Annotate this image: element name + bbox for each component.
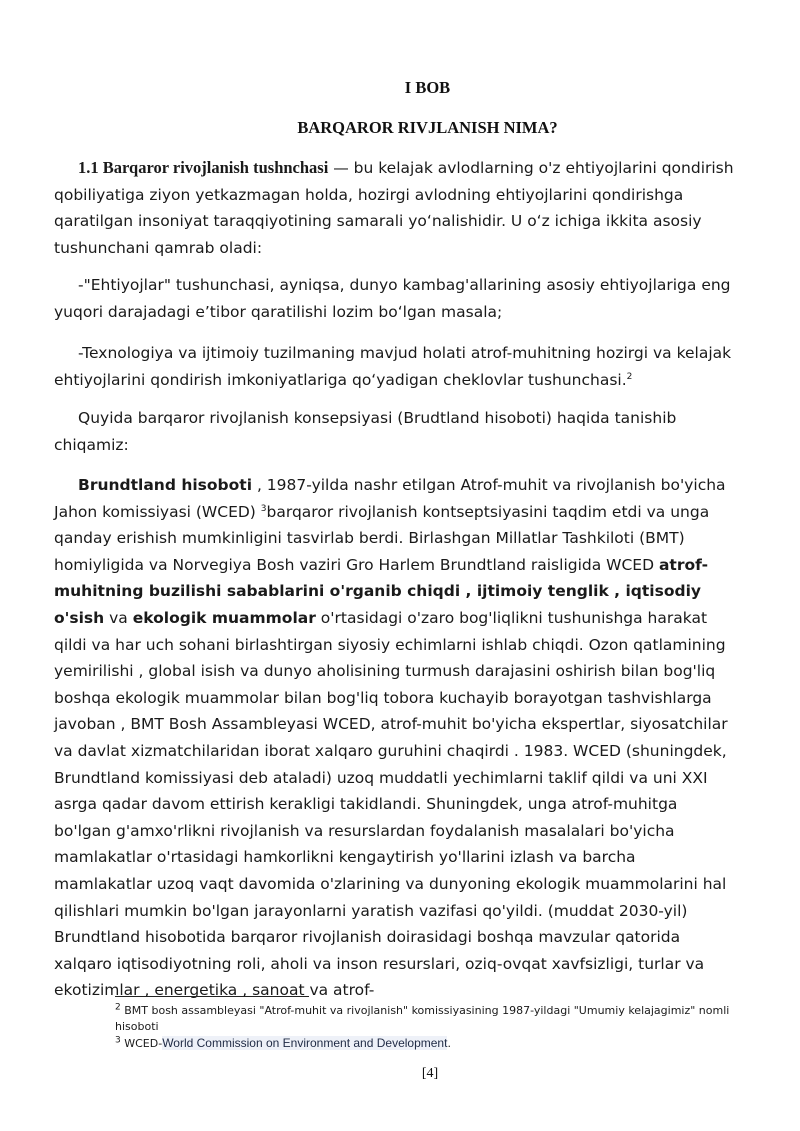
footnote-mark: 3 (115, 1035, 121, 1046)
highlighted-text: World Commission on Environment and Development (162, 1036, 448, 1050)
paragraph-text: o'rtasidagi o'zaro bog'liqlikni tushunishga harakat qildi va har uch sohani birlashtirgan siyosiy echimlarni ishlab chiqdi. Ozon qatlamining yemirilishi , global isish va dunyo aholisining turmush darajasini oshirish bilan bog'liq boshqa ekologik muammolar bilan bog'liq tobora kuchayib borayotgan tashvishlarga javoban , BMT Bosh Assambleyasi WCED, atrof-muhit bo'yicha ekspertlar, siyosatchilar va davlat xizmatchilaridan iborat xalqaro guruhini chaqirdi . 1983. WCED (shuningdek, Brundtland komissiyasi deb ataladi) uzoq muddatli yechimlarni taklif qildi va uni XXI asrga qadar davom ettirish kerakligi takidlandi. Shuningdek, unga atrof-muhitga bo'lgan g'amxo'rlikni rivojlanish va resurslardan foydalanish masalalari bo'yicha mamlakatlar o'rtasidagi hamkorlikni kengaytirish yo'llarini izlash va barcha mamlakatlar uzoq vaqt davomida o'zlarining va dunyoning ekologik muammolarini hal qilishlari mumkin bo'lgan jarayonlarni yaratish vazifasi qo'yildi. (muddat 2030-yil) Brundtland hisobotida barqaror rivojlanish doirasidagi boshqa mavzular qatorida xalqaro iqtisodiyotning roli, aholi va inson resurslari, oziq-ovqat xavfsizligi, turlar va ekotizimlar , energetika , sanoat va atrof- (54, 608, 728, 1000)
footnote-text: . (447, 1037, 451, 1050)
paragraph-text: barqaror rivojlanish kontseptsiyasini taqdim etdi va unga qanday erishish mumkinligini tasvirlab berdi. Birlashgan Millatlar Tashkiloti (BMT) homiyligida va Norvegiya Bosh vaziri Gro Harlem Brundtland raisligida WCED (54, 502, 710, 574)
footnote-text: BMT bosh assambleyasi "Atrof-muhit va rivojlanish" komissiyasining 1987-yildagi "Umumiy kelajagimiz" nomli hisoboti (115, 1004, 730, 1033)
page-number: [4] (421, 1066, 439, 1081)
footnote-ref[interactable]: 2 (626, 371, 633, 382)
paragraph-text: — bu kelajak avlodlarning o'z ehtiyojlarini qondirish qobiliyatiga ziyon yetkazmagan holda, hozirgi avlodning ehtiyojlarini qondirishga qaratilgan insoniyat taraqqiyotining samarali yoʻnalishidir. U oʻz ichiga ikkita asosiy tushunchani qamrab oladi: (54, 159, 734, 257)
chapter-heading: I BOB (404, 78, 451, 97)
paragraph-brundtland (54, 472, 734, 1004)
paragraph-text: -Texnologiya va ijtimoiy tuzilmaning mavjud holati atrof-muhitning hozirgi va kelajak ehtiyojlarini qondirish imkoniyatlariga qoʻyadigan cheklovlar tushunchasi. (54, 344, 732, 389)
paragraph-definition (54, 155, 734, 261)
paragraph-needs: -"Ehtiyojlar" tushunchasi, ayniqsa, dunyo kambag'allarining asosiy ehtiyojlariga eng yuqori darajadagi eʼtibor qaratilishi lozim boʻlgan masala; (54, 276, 731, 321)
footnotes (115, 1003, 735, 1052)
paragraph-technology (54, 340, 734, 393)
paragraph-text: va (104, 608, 133, 627)
footnote-ref[interactable]: 3 (260, 503, 267, 514)
section-heading: 1.1 Barqaror rivojlanish tushnchasi (78, 158, 329, 177)
paragraph-intro: Quyida barqaror rivojlanish konsepsiyasi (Brudtland hisoboti) haqida tanishib chiqamiz: (54, 409, 677, 454)
chapter-title: BARQAROR RIVJLANISH NIMA? (297, 118, 558, 137)
footnote-divider (115, 996, 309, 997)
footnote (115, 1003, 735, 1035)
footnote-text: WCED- (120, 1037, 163, 1050)
footnote-mark: 2 (115, 1002, 121, 1013)
bold-term: ekologik muammolar (132, 608, 316, 627)
bold-term: Brundtland hisoboti (78, 476, 253, 494)
bold-term: atrof-muhitning buzilishi sabablarini o'rganib chiqdi , ijtimoiy tenglik , iqtisodiy o'sish (54, 555, 709, 627)
footnote (115, 1035, 735, 1052)
paragraph-text: , 1987-yilda nashr etilgan Atrof-muhit va rivojlanish bo'yicha Jahon komissiyasi (WCED) (54, 476, 726, 521)
